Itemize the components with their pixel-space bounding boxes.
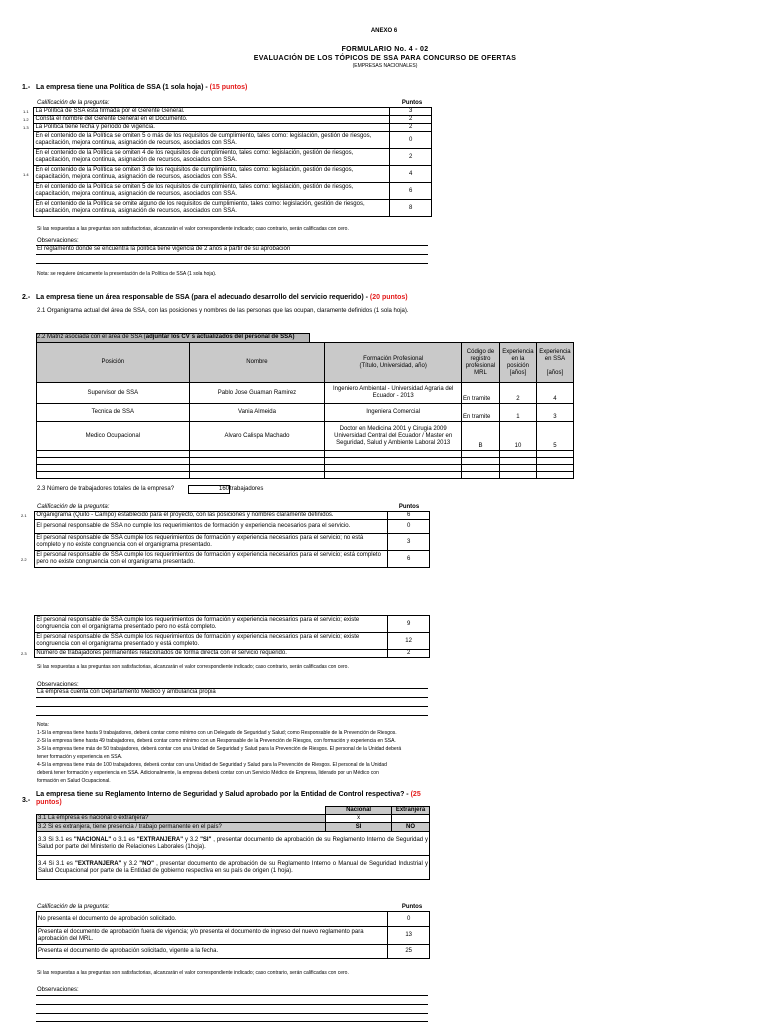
s2-row: El personal responsable de SSA cumple los requerimientos de formación y experiencia necesarios para el servicio; existe congruencia con el organigrama presentado pero no está completo. 9 xyxy=(20,616,430,633)
section-3-number: 3.- xyxy=(22,797,31,804)
s2-criteria-table-b xyxy=(20,615,430,658)
nacional-checkbox[interactable]: x xyxy=(326,815,392,823)
s1-row: En el contenido de la Política se omite alguno de los requisitos de cumplimiento, tales como: legislación, gestión de riesgos, capacitación, mejora continua, asignación de recursos, asociados con SSA. 8 xyxy=(22,200,432,217)
s3-criteria-table xyxy=(36,911,430,959)
nacional-column: Nacional xyxy=(326,807,392,815)
workers-unit: trabajadores xyxy=(230,486,264,492)
s3-row: No presenta el documento de aprobación solicitado. 0 xyxy=(37,912,430,927)
s2-observations-label: Observaciones: xyxy=(37,682,79,688)
s3-row: Presenta el documento de aprobación solicitado, vigente a la fecha. 25 xyxy=(37,945,430,959)
s1-row: 1.4 En el contenido de la Política se omiten 3 de los requisitos de cumplimiento, tales como: legislación, gestión de riesgos, capacitación, mejora continua, asignación de recursos, asociados con SSA. 4 xyxy=(22,166,432,183)
extranjera-column: Extranjera xyxy=(392,807,430,815)
s2-observations-text: La empresa cuenta con Departamento Medico y ambulancia propia xyxy=(37,689,216,695)
s1-points-label: Puntos xyxy=(401,100,423,106)
section-2-number: 2.- xyxy=(22,294,31,301)
s1-row: 1.3 La Política tiene fecha y período de vigencia. 2 xyxy=(22,124,432,132)
staff-row-empty xyxy=(37,458,574,465)
question-2-1: 2.1 Organigrama actual del área de SSA, con las posiciones y nombres de las personas que las ocupan, claramente definidos (1 sola hoja). xyxy=(37,308,409,314)
s2-row: El personal responsable de SSA no cumple los requerimientos de formación y experiencia necesarios para el servicio. 0 xyxy=(20,520,430,534)
staff-matrix-table xyxy=(36,342,574,479)
s3-observations-label: Observaciones: xyxy=(37,987,79,993)
section-1-title: La empresa tiene una Política de SSA (1 sola hoja) - xyxy=(36,84,208,91)
staff-row-empty xyxy=(37,472,574,479)
section-1-heading xyxy=(36,84,636,92)
form-subtitle: (EMPRESAS NACIONALES) xyxy=(352,63,418,69)
staff-row-empty xyxy=(37,465,574,472)
question-3-2-row: 3.2 Si es extranjera, tiene presencia / trabajo permanente en el país? SI NO xyxy=(37,823,430,832)
form-title: EVALUACIÓN DE LOS TÓPICOS DE SSA PARA CONCURSO DE OFERTAS xyxy=(253,55,517,62)
s1-rule-note: Si las respuestas a las preguntas son satisfactorias, alcanzarán el valor correspondiente indicado; caso contrario, serán calificadas con cero. xyxy=(37,226,349,232)
section-3-points: (25 puntos) xyxy=(36,791,421,806)
s1-row: En el contenido de la Política se omiten 4 de los requisitos de cumplimiento, tales como: legislación, gestión de riesgos, capacitación, mejora continua, asignación de recursos, asociados con SSA. 2 xyxy=(22,149,432,166)
extranjera-checkbox[interactable] xyxy=(392,815,430,823)
s3-points-label: Puntos xyxy=(401,904,423,910)
staff-row: Tecnica de SSA Vania Almeida Ingeniera Comercial En tramite 1 3 xyxy=(37,404,574,422)
s2-points-label: Puntos xyxy=(398,504,420,510)
staff-row: Medico Ocupacional Alvaro Calispa Machado Doctor en Medicina 2001 y Cirugia 2009 Universidad Central del Ecuador / Master en Seguridad, Salud y Ambiente Laboral 2013 B 10 5 xyxy=(37,422,574,451)
section-1-points: (15 puntos) xyxy=(209,84,248,91)
s2-row: 2.1 Organigrama (Quito - Campo) establecido para el proyecto, con las posiciones y nombres claramente definidos. 6 xyxy=(20,512,430,520)
question-2-3: 2.3 Número de trabajadores totales de la empresa? xyxy=(37,486,175,492)
s1-criteria-table xyxy=(22,107,432,217)
s1-observations-label: Observaciones: xyxy=(37,238,79,244)
s2-notes: Nota: 1-Si la empresa tiene hasta 9 trabajadores, deberá contar como mínimo con un Delegado de Seguridad y Salud; como Responsable de la Prevención de Riesgos. 2-Si la empresa tiene hasta 49 trabajadores, deberá contar como mínimo con un Responsable de la Prevención de Riesgos, con formación y experiencia en SSA. 3-Si la empresa tiene más de 50 trabajadores, deberá contar con una Unidad de Seguridad y Salud para la Prevención de Riesgos. El personal de la Unidad deberá tener formación y experiencia en SSA. 4-Si la empresa tiene más de 100 trabajadores, deberá contar con una Unidad de Seguridad y Salud para la Prevención de Riesgos. El personal de la Unidad deberá tener formación y experiencia en SSA. Adicionalmente, la empresa deberá contar con un Servicio Médico de Empresa, liderado por un Médico con formación en Salud Ocupacional. xyxy=(37,722,402,784)
question-3-3-row: 3.3 Si 3.1 es "NACIONAL" o 3.1 es "EXTRANJERA" y 3.2 "SI" , presentar documento de aprobación de su Reglamento Interno de Seguridad y Salud por parte del Ministerio de Relaciones Laborales (1hoja). xyxy=(37,832,430,856)
section-2-title: La empresa tiene un área responsable de SSA (para el adecuado desarrollo del servicio requerido) - xyxy=(36,294,368,301)
section-2-heading xyxy=(36,294,636,302)
s1-qualification-label: Calificación de la pregunta: xyxy=(37,100,110,106)
question-3-1-row: 3.1 La empresa es nacional o extranjera? x xyxy=(37,815,430,823)
s2-row: 2.2 El personal responsable de SSA cumple los requerimientos de formación y experiencia necesarios para el servicio; está completo pero no existe congruencia con el organigrama presentado. 6 xyxy=(20,551,430,568)
s1-row: 1.1 La Política de SSA está firmada por el Gerente General. 3 xyxy=(22,108,432,116)
s1-row: En el contenido de la Política se omiten 5 o más de los requisitos de cumplimiento, tales como: legislación, gestión de riesgos, capacitación, mejora continua, asignación de recursos, asociados con SSA. 0 xyxy=(22,132,432,149)
question-3-4-row: 3.4 Si 3.1 es "EXTRANJERA" y 3.2 "NO" , presentar documento de aprobación de su Reglamento Interno o Manual de Seguridad Industrial y Salud Ocupacional por parte de la Entidad de gobierno respectiva en su país de origen (1 hoja). xyxy=(37,856,430,880)
staff-row: Supervisor de SSA Pablo Jose Guaman Ramirez Ingeniero Ambiental - Universidad Agraria del Ecuador - 2013 En tramite 2 4 xyxy=(37,383,574,404)
s3-row: Presenta el documento de aprobación fuera de vigencia; y/o presenta el documento de ingreso del nuevo reglamento para aprobación del MRL. 13 xyxy=(37,927,430,945)
s3-rule-note: Si las respuestas a las preguntas son satisfactorias, alcanzarán el valor correspondiente indicado; caso contrario, serán calificadas con cero. xyxy=(37,970,349,976)
question-2-2-header: 2.2 Matriz asociada con el área de SSA (adjuntar los CV´s actualizados del personal de SSA) xyxy=(36,333,310,343)
s2-criteria-table-a xyxy=(20,511,430,568)
section-3-title: La empresa tiene su Reglamento Interno de Seguridad y Salud aprobado por la Entidad de Control respectiva? - xyxy=(36,791,409,798)
s3-origin-table xyxy=(36,806,430,880)
staff-matrix-header: Posición Nombre Formación Profesional (Título, Universidad, año) Código de registro profesional MRL Experiencia en la posición [años] Experiencia en SSA [años] xyxy=(37,343,574,383)
workers-count-field[interactable]: 160 xyxy=(188,485,230,494)
s2-qualification-label: Calificación de la pregunta: xyxy=(37,504,110,510)
si-option[interactable]: SI xyxy=(326,823,392,832)
s1-observations-text: El reglamento donde se encuentra la política tiene vigencia de 2 años a partir de su aprobación xyxy=(37,246,291,252)
s2-row: 2.3 Número de trabajadores permanentes relacionados de forma directa con el servicio requerido. 2 xyxy=(20,650,430,658)
staff-row-empty xyxy=(37,451,574,458)
form-number: FORMULARIO No. 4 - 02 xyxy=(341,46,429,53)
s1-row: 1.2 Consta el nombre del Gerente General en el Documento. 2 xyxy=(22,116,432,124)
s2-row: El personal responsable de SSA cumple los requerimientos de formación y experiencia necesarios para el servicio; no está completo y no existe congruencia con el organigrama presentado. 3 xyxy=(20,534,430,551)
s2-row: El personal responsable de SSA cumple los requerimientos de formación y experiencia necesarios para el servicio; existe congruencia con el organigrama presentado y está completo. 12 xyxy=(20,633,430,650)
section-1-number: 1.- xyxy=(22,84,31,91)
no-option[interactable]: NO xyxy=(392,823,430,832)
annex-label: ANEXO 6 xyxy=(370,28,398,34)
s1-note: Nota: se requiere únicamente la presentación de la Política de SSA (1 sola hoja). xyxy=(37,271,217,277)
s1-row: En el contenido de la Política se omiten 5 de los requisitos de cumplimiento, tales como: legislación, gestión de riesgos, capacitación, mejora continua, asignación de recursos, asociados con SSA. 6 xyxy=(22,183,432,200)
section-3-heading xyxy=(36,791,436,807)
section-2-points: (20 puntos) xyxy=(369,294,408,301)
s3-qualification-label: Calificación de la pregunta: xyxy=(37,904,110,910)
s2-rule-note: Si las respuestas a las preguntas son satisfactorias, alcanzarán el valor correspondiente indicado; caso contrario, serán calificadas con cero. xyxy=(37,664,349,670)
